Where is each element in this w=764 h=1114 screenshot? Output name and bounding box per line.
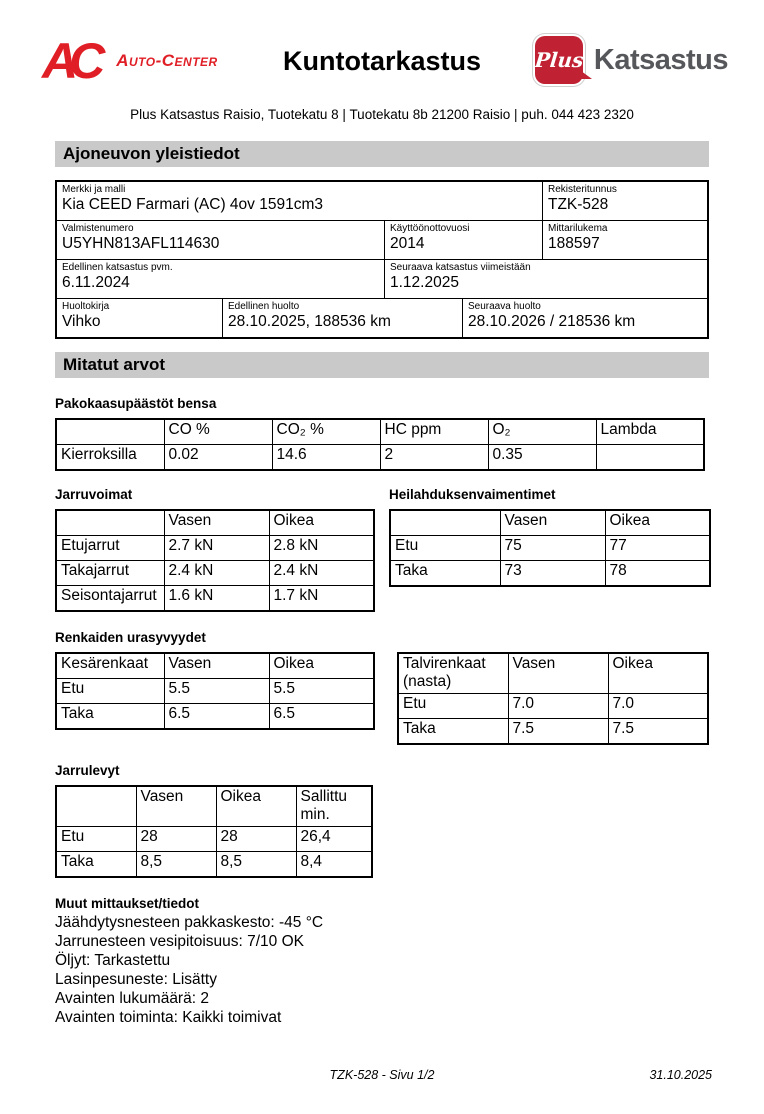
table-cell-registration	[542, 182, 707, 220]
report-header	[0, 34, 764, 96]
table-cell-first-use-year	[384, 221, 542, 259]
speech-bubble-tail-icon	[577, 68, 592, 79]
other-measurements-list	[55, 913, 709, 1027]
table-cell: 5.5	[164, 679, 269, 704]
table-cell: Talvirenkaat (nasta)	[398, 653, 508, 694]
brake-discs-table	[55, 785, 373, 878]
brake-discs-label: Jarrulevyt	[55, 763, 120, 778]
table-row	[390, 561, 710, 587]
table-row	[56, 561, 374, 586]
plus-logo-bubble-icon	[535, 36, 583, 84]
table-header-row	[398, 653, 708, 694]
table-cell: 7.0	[508, 694, 608, 719]
table-cell: Oikea	[608, 653, 708, 694]
table-cell: Vasen	[164, 510, 269, 536]
table-cell-make-model	[57, 182, 542, 220]
measurement-line-key-count: Avainten lukumäärä: 2	[55, 990, 209, 1007]
table-cell: 2.4 kN	[269, 561, 374, 586]
table-cell: HC ppm	[380, 419, 488, 445]
table-cell: 5.5	[269, 679, 374, 704]
table-header-row	[56, 419, 704, 445]
table-cell	[390, 510, 500, 536]
table-cell: Taka	[56, 704, 164, 730]
tyres-columns	[55, 652, 709, 745]
table-row	[56, 852, 372, 878]
table-cell: Oikea	[216, 786, 296, 827]
table-cell: 8,5	[216, 852, 296, 878]
table-header-row	[56, 653, 374, 679]
table-cell: Etu	[56, 679, 164, 704]
emissions-table	[55, 418, 705, 471]
table-cell: Oikea	[269, 653, 374, 679]
auto-center-logo-mark: AC	[42, 33, 97, 89]
table-cell: Etujarrut	[56, 536, 164, 561]
table-row	[57, 220, 707, 259]
section-header-measured-values: Mitatut arvot	[55, 352, 709, 378]
table-cell: Vasen	[164, 653, 269, 679]
table-row	[398, 719, 708, 745]
table-cell: Etu	[398, 694, 508, 719]
table-cell: Vasen	[136, 786, 216, 827]
field-value: Kia CEED Farmari (AC) 4ov 1591cm3	[62, 196, 323, 213]
field-label: Mittarilukema	[548, 223, 608, 234]
table-cell: Taka	[56, 852, 136, 878]
table-cell: 8,5	[136, 852, 216, 878]
table-cell: 8,4	[296, 852, 372, 878]
table-cell: 2.7 kN	[164, 536, 269, 561]
field-value: U5YHN813AFL114630	[62, 235, 220, 252]
field-value: 188597	[548, 235, 600, 252]
table-row	[56, 445, 704, 471]
table-cell-vin	[57, 221, 384, 259]
table-cell: 2.4 kN	[164, 561, 269, 586]
table-cell	[56, 510, 164, 536]
table-cell: 1.7 kN	[269, 586, 374, 612]
field-value: 1.12.2025	[390, 274, 459, 291]
emissions-table-label: Pakokaasupäästöt bensa	[55, 396, 217, 411]
shock-absorbers-label: Heilahduksenvaimentimet	[389, 487, 556, 502]
table-cell: Lambda	[596, 419, 704, 445]
table-cell: Taka	[390, 561, 500, 587]
table-cell-previous-inspection	[57, 260, 384, 298]
footer-page-info: TZK-528 - Sivu 1/2	[329, 1068, 435, 1082]
field-label: Edellinen katsastus pvm.	[62, 262, 173, 273]
other-measurements-label: Muut mittaukset/tiedot	[55, 896, 199, 911]
table-cell: 2.8 kN	[269, 536, 374, 561]
table-header-row	[390, 510, 710, 536]
page-title: Kuntotarkastus	[282, 46, 482, 76]
table-cell: O₂	[488, 419, 596, 445]
table-cell: 73	[500, 561, 605, 587]
brake-forces-column	[55, 487, 373, 612]
table-cell: Sallittu min.	[296, 786, 372, 827]
field-value: 28.10.2026 / 218536 km	[468, 313, 636, 330]
summer-tyres-table	[55, 652, 375, 730]
brake-forces-label: Jarruvoimat	[55, 487, 133, 502]
shock-absorbers-column	[389, 487, 709, 587]
table-cell: 28	[136, 827, 216, 852]
table-row	[56, 704, 374, 730]
footer-date: 31.10.2025	[649, 1068, 712, 1082]
table-cell: 0.35	[488, 445, 596, 471]
table-cell: 77	[605, 536, 710, 561]
table-cell: 78	[605, 561, 710, 587]
table-row	[56, 679, 374, 704]
field-label: Huoltokirja	[62, 301, 110, 312]
table-row	[398, 694, 708, 719]
table-cell: 75	[500, 536, 605, 561]
measurement-line-oils: Öljyt: Tarkastettu	[55, 952, 171, 969]
table-row	[56, 536, 374, 561]
field-value: 28.10.2025, 188536 km	[228, 313, 391, 330]
table-cell: 0.02	[164, 445, 272, 471]
vehicle-info-table	[55, 180, 709, 339]
plus-logo-word: Plus	[533, 48, 585, 72]
winter-tyres-table	[397, 652, 709, 745]
report-page	[0, 34, 764, 1114]
table-cell: 14.6	[272, 445, 380, 471]
table-cell: 7.5	[608, 719, 708, 745]
table-cell: Vasen	[500, 510, 605, 536]
table-row	[57, 182, 707, 220]
measurement-line-brake-fluid: Jarrunesteen vesipitoisuus: 7/10 OK	[55, 933, 304, 950]
table-cell-odometer	[542, 221, 707, 259]
table-row	[57, 298, 707, 337]
field-label: Käyttöönottovuosi	[390, 223, 470, 234]
plus-katsastus-logo	[535, 36, 728, 84]
section-header-vehicle-info: Ajoneuvon yleistiedot	[55, 141, 709, 167]
measurement-line-key-function: Avainten toiminta: Kaikki toimivat	[55, 1009, 282, 1026]
shock-absorbers-table	[389, 509, 711, 587]
table-cell: 7.0	[608, 694, 708, 719]
table-cell-service-book	[57, 299, 222, 337]
table-cell	[596, 445, 704, 471]
table-header-row	[56, 510, 374, 536]
table-cell-previous-service	[222, 299, 462, 337]
address-line: Plus Katsastus Raisio, Tuotekatu 8 | Tuotekatu 8b 21200 Raisio | puh. 044 423 2320	[130, 107, 634, 122]
table-cell: Kierroksilla	[56, 445, 164, 471]
table-cell: Etu	[390, 536, 500, 561]
table-cell: Oikea	[269, 510, 374, 536]
table-cell: 2	[380, 445, 488, 471]
field-value: Vihko	[62, 313, 101, 330]
brakes-dampers-columns	[55, 487, 709, 612]
field-label: Seuraava katsastus viimeistään	[390, 262, 531, 273]
table-cell: Seisontajarrut	[56, 586, 164, 612]
table-cell: 28	[216, 827, 296, 852]
auto-center-logo-text: Auto-Center	[116, 51, 218, 70]
table-cell: 6.5	[269, 704, 374, 730]
tyres-label: Renkaiden urasyvyydet	[55, 630, 206, 645]
table-header-row	[56, 786, 372, 827]
table-cell: 6.5	[164, 704, 269, 730]
table-cell: 7.5	[508, 719, 608, 745]
field-value: 6.11.2024	[62, 274, 130, 291]
table-cell	[56, 419, 164, 445]
field-label: Rekisteritunnus	[548, 184, 617, 195]
field-label: Seuraava huolto	[468, 301, 541, 312]
table-cell: 1.6 kN	[164, 586, 269, 612]
field-value: TZK-528	[548, 196, 609, 213]
measurement-line-coolant: Jäähdytysnesteen pakkaskesto: -45 °C	[55, 914, 324, 931]
field-label: Edellinen huolto	[228, 301, 300, 312]
measurement-line-washer-fluid: Lasinpesuneste: Lisätty	[55, 971, 217, 988]
field-value: 2014	[390, 235, 425, 252]
table-cell: Vasen	[508, 653, 608, 694]
table-cell: 26,4	[296, 827, 372, 852]
field-label: Valmistenumero	[62, 223, 134, 234]
table-cell: Takajarrut	[56, 561, 164, 586]
table-cell: CO %	[164, 419, 272, 445]
table-row	[57, 259, 707, 298]
table-cell-next-service	[462, 299, 707, 337]
brake-forces-table	[55, 509, 375, 612]
table-cell-next-inspection	[384, 260, 707, 298]
table-row	[56, 586, 374, 612]
table-cell	[56, 786, 136, 827]
table-cell: Kesärenkaat	[56, 653, 164, 679]
table-cell: Taka	[398, 719, 508, 745]
table-row	[56, 827, 372, 852]
field-label: Merkki ja malli	[62, 184, 126, 195]
katsastus-logo-word: Katsastus	[593, 43, 728, 76]
table-cell: Etu	[56, 827, 136, 852]
table-cell: CO₂ %	[272, 419, 380, 445]
table-cell: Oikea	[605, 510, 710, 536]
table-row	[390, 536, 710, 561]
